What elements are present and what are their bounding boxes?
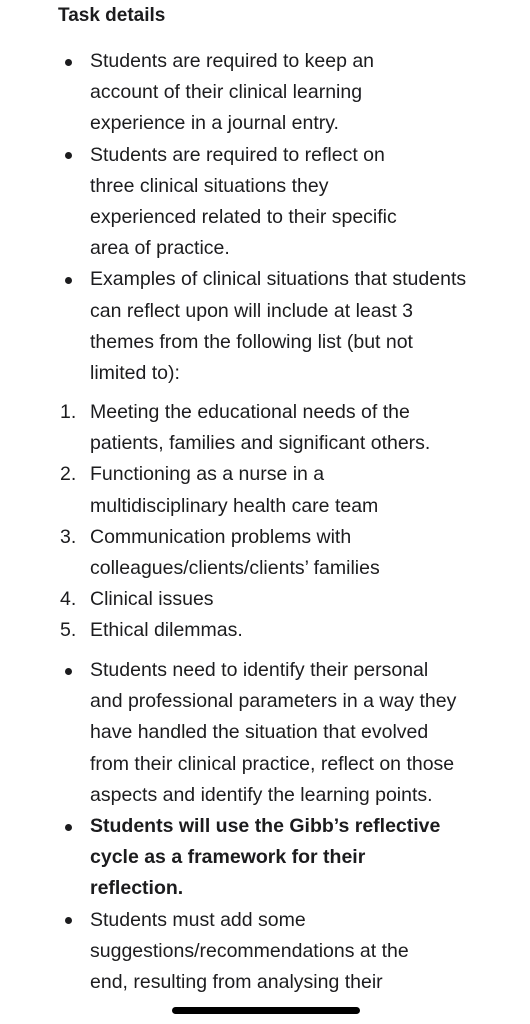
list-item [0, 811, 478, 905]
list-item [0, 140, 442, 265]
list-number: 4. [60, 588, 77, 611]
bullet-icon [65, 59, 72, 66]
list-item [0, 264, 492, 389]
list-item [0, 584, 492, 615]
list-item-text: Students are required to reflect on three clinical situations they experienced related to their specific area of practice. [90, 143, 397, 260]
list-item [0, 46, 432, 140]
list-number: 2. [60, 463, 77, 486]
list-item [0, 397, 482, 459]
list-item-text: Clinical issues [90, 588, 214, 611]
list-item [0, 905, 472, 999]
list-item-text: Meeting the educational needs of the patients, families and significant others. [90, 401, 431, 455]
list-item-text: Students need to identify their personal and professional parameters in a way they have handled the situation that evolved from their clinical practice, reflect on those aspects and identify the learning points. [90, 659, 457, 806]
bullet-icon [65, 668, 72, 675]
list-number: 5. [60, 619, 77, 642]
list-item-text: Students are required to keep an account of their clinical learning experience in a journal entry. [90, 50, 375, 135]
home-indicator[interactable] [172, 1007, 360, 1014]
list-item [0, 615, 492, 646]
bullet-icon [65, 917, 72, 924]
numbered-list [0, 397, 530, 647]
list-item [0, 459, 422, 521]
list-item-text: Examples of clinical situations that students can reflect upon will include at least 3 themes from the following list (but not limited to): [90, 268, 467, 385]
bullet-icon [65, 824, 72, 831]
bullet-list-bottom [0, 655, 530, 998]
list-item-text: Functioning as a nurse in a multidisciplinary health care team [90, 463, 379, 517]
list-item-text: Communication problems with colleagues/clients/clients’ families [90, 525, 380, 580]
list-item [0, 522, 442, 584]
list-item-text: Students will use the Gibb’s reflective cycle as a framework for their reflection. [90, 815, 441, 900]
bullet-list-top [0, 46, 530, 389]
list-item-text: Students must add some suggestions/recommendations at the end, resulting from analysing their [90, 908, 409, 994]
bullet-icon [65, 277, 72, 284]
list-item-text: Ethical dilemmas. [90, 619, 243, 642]
list-number: 1. [60, 401, 77, 423]
section-title: Task details [58, 5, 166, 26]
bullet-icon [65, 152, 72, 159]
list-number: 3. [60, 525, 77, 548]
list-item [0, 655, 488, 811]
